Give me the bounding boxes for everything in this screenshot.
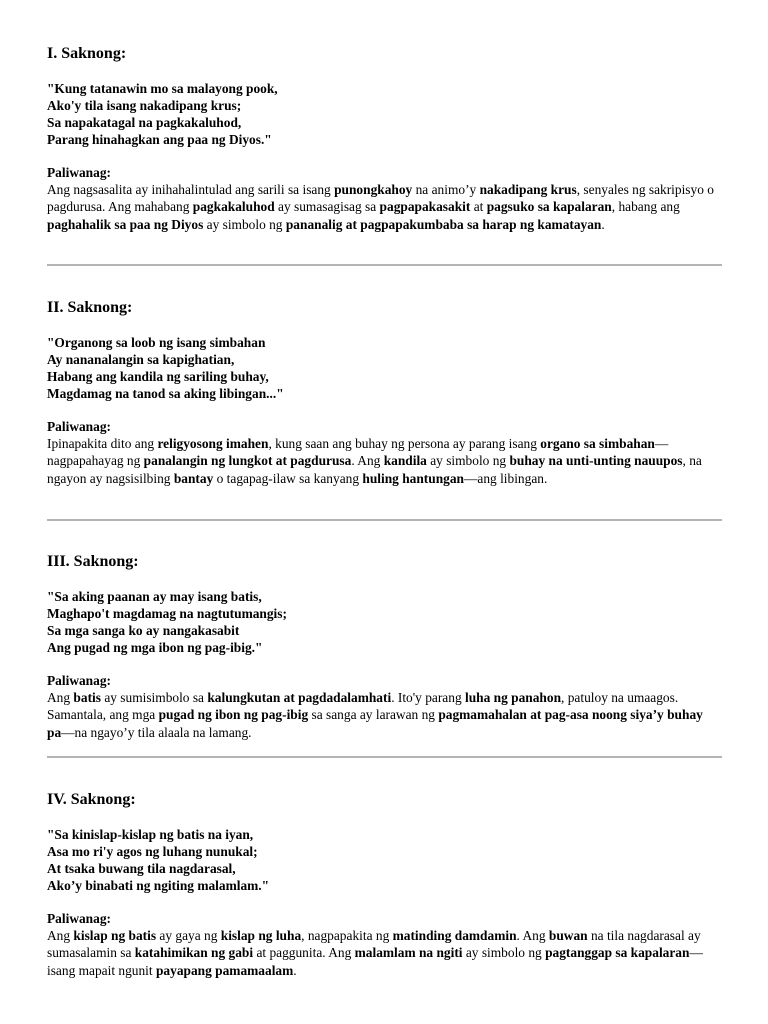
stanza-line: Sa mga sanga ko ay nangakasabit <box>47 623 240 638</box>
paliwanag-label: Paliwanag: <box>47 419 111 434</box>
emphasized-text: payapang pamamaalam <box>155 962 294 978</box>
emphasized-text: kandila <box>383 453 427 469</box>
stanza-line: Ako'y tila isang nakadipang krus; <box>47 98 242 113</box>
divider <box>47 264 722 266</box>
emphasized-text: pagmamahalan at pag-asa noong siya’y buhay pa <box>47 707 703 740</box>
emphasized-text: huling hantungan <box>362 470 464 486</box>
paragraph-text: sa sanga ay larawan ng <box>308 707 439 723</box>
stanza-line: Ay nananalangin sa kapighatian, <box>47 352 235 367</box>
paragraph-text: , na ngayon ay nagsisilbing <box>47 453 702 486</box>
paragraph-text: at <box>470 199 487 215</box>
paliwanag-paragraph <box>47 689 719 741</box>
emphasized-text: batis <box>73 690 101 705</box>
emphasized-text: nakadipang krus <box>479 182 577 197</box>
paragraph-text: ay simbolo ng <box>462 945 546 961</box>
emphasized-text: kislap ng batis <box>73 928 157 943</box>
paragraph-text: . Ito'y parang <box>391 690 465 705</box>
stanza-line: Ang pugad ng mga ibon ng pag-ibig." <box>47 640 263 655</box>
paragraph-text: . Ang <box>516 928 549 943</box>
stanza-line: Sa napakatagal na pagkakaluhod, <box>47 115 242 130</box>
paragraph-text: , habang ang <box>611 199 680 215</box>
emphasized-text: buwan <box>548 928 588 943</box>
emphasized-text: matinding damdamin <box>392 928 517 943</box>
divider <box>47 519 722 521</box>
emphasized-text: punongkahoy <box>334 182 413 197</box>
section-heading: I. Saknong: <box>47 45 127 62</box>
emphasized-text: organo sa simbahan <box>540 436 655 451</box>
paliwanag-paragraph <box>47 435 719 487</box>
emphasized-text: paghahalik sa paa ng Diyos <box>47 216 204 232</box>
section-2 <box>47 298 725 486</box>
section-heading: III. Saknong: <box>47 553 139 570</box>
paragraph-text: . <box>293 962 297 978</box>
emphasized-text: kalungkutan at pagdadalamhati <box>207 690 392 705</box>
paliwanag-label: Paliwanag: <box>47 911 111 926</box>
emphasized-text: pagkakaluhod <box>192 199 275 215</box>
paragraph-text: Ipinapakita dito ang <box>47 436 158 451</box>
emphasized-text: religyosong imahen <box>157 436 269 451</box>
emphasized-text: pagsuko sa kapalaran <box>486 199 612 215</box>
paliwanag-label: Paliwanag: <box>47 165 111 180</box>
paragraph-text: na animo’y <box>412 182 480 197</box>
paragraph-text: ay sumisimbolo sa <box>100 690 208 705</box>
section-heading: II. Saknong: <box>47 299 133 316</box>
stanza-line: At tsaka buwang tila nagdarasal, <box>47 861 236 876</box>
stanza <box>47 826 269 894</box>
paragraph-text: . Ang <box>351 453 384 469</box>
stanza-line: "Kung tatanawin mo sa malayong pook, <box>47 81 278 96</box>
paragraph-text: , nagpapakita ng <box>301 928 393 943</box>
paliwanag-paragraph <box>47 927 719 979</box>
paragraph-text: —na ngayo’y tila alaala na lamang. <box>61 724 252 740</box>
stanza-line: Asa mo ri'y agos ng luhang nunukal; <box>47 844 258 859</box>
paragraph-text: at paggunita. Ang <box>253 945 355 961</box>
paragraph-text: Ang nagsasalita ay inihahalintulad ang sarili sa isang <box>47 182 335 197</box>
stanza-line: Ako’y binabati ng ngiting malamlam." <box>47 878 270 893</box>
paliwanag-label: Paliwanag: <box>47 673 111 688</box>
paragraph-text: o tagapag-ilaw sa kanyang <box>213 470 363 486</box>
stanza <box>47 334 284 402</box>
paragraph-text: na tila nagdarasal ay sumasalamin sa <box>47 928 701 961</box>
section-3 <box>47 552 725 740</box>
emphasized-text: pagpapakasakit <box>379 199 471 215</box>
emphasized-text: buhay na unti-unting nauupos <box>509 453 683 469</box>
stanza-line: "Sa aking paanan ay may isang batis, <box>47 589 262 604</box>
emphasized-text: katahimikan ng gabi <box>134 945 254 961</box>
paragraph-text: ay simbolo ng <box>426 453 510 469</box>
paragraph-text: , kung saan ang buhay ng persona ay parang isang <box>268 436 541 451</box>
emphasized-text: panalangin ng lungkot at pagdurusa <box>143 453 352 469</box>
paragraph-text: —nagpapahayag ng <box>47 436 669 469</box>
stanza <box>47 588 287 656</box>
paragraph-text: ay sumasagisag sa <box>274 199 380 215</box>
paragraph-text: , senyales ng sakripisyo o pagdurusa. Ang mahabang <box>47 182 714 215</box>
paragraph-text: —isang mapait ngunit <box>47 945 703 978</box>
stanza-line: Maghapo't magdamag na nagtutumangis; <box>47 606 287 621</box>
emphasized-text: pagtanggap sa kapalaran <box>545 945 690 961</box>
paragraph-text: Ang <box>47 928 74 943</box>
paragraph-text: , patuloy na umaagos. Samantala, ang mga <box>47 690 679 723</box>
emphasized-text: luha ng panahon <box>465 690 562 705</box>
section-1 <box>47 44 725 232</box>
emphasized-text: malamlam na ngiti <box>354 945 463 961</box>
paliwanag-paragraph <box>47 181 719 233</box>
emphasized-text: kislap ng luha <box>220 928 302 943</box>
emphasized-text: pananalig at pagpapakumbaba sa harap ng kamatayan <box>285 216 602 232</box>
paragraph-text: Ang <box>47 690 74 705</box>
stanza-line: Magdamag na tanod sa aking libingan..." <box>47 386 284 401</box>
paragraph-text: —ang libingan. <box>464 470 548 486</box>
emphasized-text: bantay <box>173 470 214 486</box>
stanza-line: "Organong sa loob ng isang simbahan <box>47 335 266 350</box>
emphasized-text: pugad ng ibon ng pag-ibig <box>158 707 309 723</box>
section-heading: IV. Saknong: <box>47 791 136 808</box>
section-4 <box>47 790 725 978</box>
divider <box>47 756 722 758</box>
stanza <box>47 80 278 148</box>
paragraph-text: . <box>601 216 605 232</box>
paragraph-text: ay simbolo ng <box>203 216 286 232</box>
paragraph-text: ay gaya ng <box>156 928 221 943</box>
stanza-line: Habang ang kandila ng sariling buhay, <box>47 369 269 384</box>
stanza-line: Parang hinahagkan ang paa ng Diyos." <box>47 132 272 147</box>
stanza-line: "Sa kinislap-kislap ng batis na iyan, <box>47 827 254 842</box>
